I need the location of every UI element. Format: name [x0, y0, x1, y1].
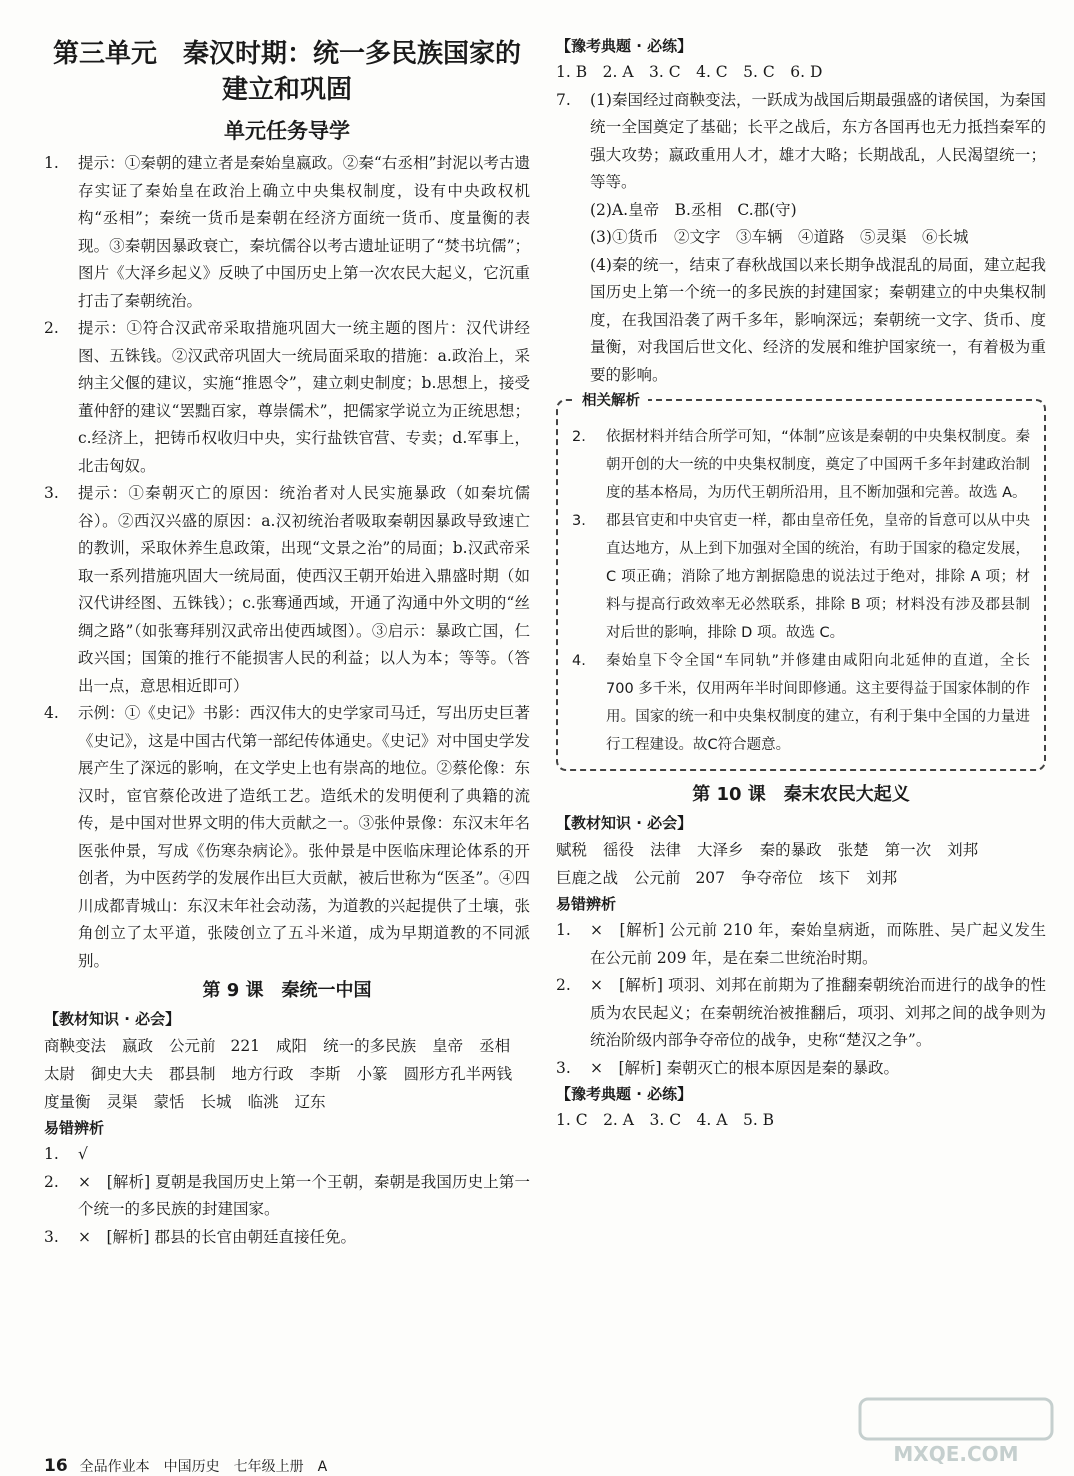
question-7 [556, 87, 1046, 390]
item-number: 3. [44, 1227, 59, 1246]
lesson9-term: 公元前 221 [169, 1037, 261, 1055]
lesson9-term: 小篆 [356, 1065, 388, 1083]
analysis-label: 相关解析 [574, 389, 648, 410]
item-number: 2. [556, 976, 571, 994]
item-text: 郡县官吏和中央官吏一样，都由皇帝任免，皇帝的旨意可以从中央直达地方，从上到下加强对全国的统治，有助于国家的稳定发展，C 项正确；消除了地方割据隐患的说法过于绝对，排除 A 项；材料与提高行政效率无必然联系，排除 B 项；材料没有涉及郡县制对后世的影响，排除 D 项。故选 C。 [606, 513, 1030, 641]
lesson10-term: 争夺帝位 [741, 869, 804, 887]
item-text: × [解析] 郡县的长官由朝廷直接任免。 [78, 1227, 357, 1246]
item-text: 提示：①秦朝灭亡的原因：统治者对人民实施暴政（如秦坑儒谷）。②西汉兴盛的原因：a.汉初统治者吸取秦朝因暴政导致速亡的教训，采取休养生息政策，出现“文景之治”的局面；b.汉武帝采取一系列措施巩固大一统局面，使西汉王朝开始进入鼎盛时期（如汉代讲经图、五铢钱）；c.张骞通西域，开通了沟通中外文明的“丝绸之路”（如张骞拜别汉武帝出使西域图）。③启示：暴政亡国，仁政兴国；国策的推行不能损害人民的利益；以人为本；等等。（答出一点，意思相近即可） [78, 484, 530, 695]
lesson9-term: 咸阳 [276, 1037, 308, 1055]
lesson9-term: 长城 [200, 1093, 232, 1111]
lesson10-term: 公元前 207 [634, 869, 726, 887]
lesson10-term: 法律 [650, 841, 682, 859]
item-text: × [解析] 项羽、刘邦在前期为了推翻秦朝统治而进行的战争的性质为农民起义；在秦朝统治被推翻后，项羽、刘邦之间的战争则为统治阶级内部争夺帝位的战争，史称“楚汉之争”。 [590, 976, 1046, 1049]
q7-part1: (1)秦国经过商鞅变法，一跃成为战国后期最强盛的诸侯国，为秦国统一全国奠定了基础；长平之战后，东方各国再也无力抵挡秦军的强大攻势；嬴政重用人才，雄才大略；长期战乱，人民渴望统一；等等。 [590, 90, 1046, 191]
lesson9-title: 第 9 课 秦统一中国 [202, 980, 372, 1001]
lesson9-term: 太尉 [44, 1065, 76, 1083]
item-number: 4. [44, 704, 59, 722]
lesson9-term: 郡县制 [169, 1065, 216, 1083]
lesson10-terms [556, 836, 1046, 892]
item-text: 秦始皇下令全国“车同轨”并修建由咸阳向北延伸的直道，全长 700 多千米，仅用两年半时间即修通。这主要得益于国家体制的作用。国家的统一和中央集权制度的建立，有利于集中全国的力量进行工程建设。故C符合题意。 [606, 653, 1030, 753]
item-text: 提示：①秦朝的建立者是秦始皇嬴政。②秦“右丞相”封泥以考古遗存实证了秦始皇在政治上确立中央集权制度，设有中央政权机构“丞相”；秦统一货币是秦朝在经济方面统一货币、度量衡的表现。③秦朝因暴政衰亡，秦坑儒谷以考古遗址证明了“焚书坑儒”；图片《大泽乡起义》反映了中国历史上第一次农民大起义，它沉重打击了秦朝统治。 [78, 154, 530, 310]
item-text: × [解析] 公元前 210 年，秦始皇病逝，而陈胜、吴广起义发生在公元前 209 年，是在秦二世统治时期。 [590, 921, 1046, 967]
lesson9-term: 商鞅变法 [44, 1037, 107, 1055]
lesson9-term: 临洮 [247, 1093, 279, 1111]
q7-part3: (3)①货币 ②文字 ③车辆 ④道路 ⑤灵渠 ⑥长城 [590, 228, 969, 246]
lesson10-term: 巨鹿之战 [556, 869, 619, 887]
lesson10-term: 刘邦 [866, 869, 898, 887]
lesson9-term: 度量衡 [44, 1093, 91, 1111]
error-item [44, 1141, 530, 1169]
error-item [44, 1224, 530, 1252]
lesson9-term: 圆形方孔半两钱 [403, 1065, 513, 1083]
analysis-box [556, 393, 1046, 771]
lesson9-term: 丞相 [479, 1037, 511, 1055]
guide-item [44, 480, 530, 700]
error-item [44, 1169, 530, 1224]
lesson10-exam-answers: 1. C 2. A 3. C 4. A 5. B [556, 1111, 775, 1129]
page-number: 16 [44, 1456, 68, 1476]
lesson10-error-header: 易错辨析 [556, 895, 617, 913]
q7-part2: (2)A.皇帝 B.丞相 C.郡(守) [590, 200, 797, 219]
lesson9-term: 嬴政 [122, 1037, 154, 1055]
unit-title-line2: 建立和巩固 [221, 75, 352, 105]
lesson9-term: 统一的多民族 [323, 1037, 417, 1055]
exam-header: 【豫考典题 · 必练】 [556, 37, 693, 55]
item-text: × [解析] 秦朝灭亡的根本原因是秦的暴政。 [590, 1058, 900, 1077]
item-number: 1. [556, 921, 571, 939]
analysis-item [572, 647, 1030, 759]
lesson10-term: 赋税 [556, 841, 588, 859]
right-column [556, 0, 1046, 1135]
analysis-item [572, 423, 1030, 507]
lesson9-error-header: 易错辨析 [44, 1119, 105, 1137]
lesson9-knowledge-header: 【教材知识 · 必会】 [44, 1010, 181, 1028]
lesson10-term: 张楚 [837, 841, 869, 859]
item-text: 依据材料并结合所学可知，“体制”应该是秦朝的中央集权制度。秦朝开创的大一统的中央集权制度，奠定了中国两千多年封建政治制度的基本格局，为历代王朝所沿用，且不断加强和完善。故选 A。 [606, 429, 1030, 501]
item-number: 2. [44, 1172, 59, 1191]
item-number: 7. [556, 90, 571, 109]
unit-guide-heading: 单元任务导学 [224, 119, 350, 143]
item-text: 示例：①《史记》书影：西汉伟大的史学家司马迁，写出历史巨著《史记》，这是中国古代第一部纪传体通史。《史记》对中国史学发展产生了深远的影响，在文学史上也有崇高的地位。②蔡伦像：东汉时，宦官蔡伦改进了造纸工艺。造纸术的发明便利了典籍的流传，是中国对世界文明的伟大贡献之一。③张仲景像：东汉末年名医张仲景，写成《伤寒杂病论》。张仲景是中医临床理论体系的开创者，为中医药学的发展作出巨大贡献，被后世称为“医圣”。④四川成都青城山：东汉末年社会动荡，为道教的兴起提供了土壤，张角创立了太平道，张陵创立了五斗米道，成为早期道教的不同派别。 [78, 704, 530, 970]
footer-text: 全品作业本 中国历史 七年级上册 A [79, 1459, 328, 1475]
item-number: 3. [572, 513, 586, 529]
lesson9-term: 蒙恬 [153, 1093, 185, 1111]
watermark-text: MXQE.COM [893, 1442, 1019, 1466]
lesson10-term: 刘邦 [947, 841, 979, 859]
guide-list [44, 150, 530, 975]
lesson10-term: 徭役 [603, 841, 635, 859]
item-number: 3. [44, 484, 59, 502]
item-number: 1. [44, 1145, 59, 1163]
guide-item [44, 315, 530, 480]
left-column [44, 0, 530, 1251]
lesson10-term: 垓下 [819, 869, 851, 887]
lesson9-term: 灵渠 [106, 1093, 138, 1111]
item-number: 2. [44, 319, 59, 337]
lesson10-term: 大泽乡 [697, 841, 744, 859]
guide-item [44, 150, 530, 315]
item-text: 提示：①符合汉武帝采取措施巩固大一统主题的图片：汉代讲经图、五铢钱。②汉武帝巩固大一统局面采取的措施：a.政治上，采纳主父偃的建议，实施“推恩令”，建立刺史制度；b.思想上，接受董仲舒的建议“罢黜百家，尊崇儒术”，把儒家学说立为正统思想；c.经济上，把铸币权收归中央，实行盐铁官营、专卖；d.军事上，北击匈奴。 [78, 319, 530, 475]
lesson9-term: 李斯 [309, 1065, 341, 1083]
lesson10-exam-header: 【豫考典题 · 必练】 [556, 1085, 693, 1103]
exam-answers: 1. B 2. A 3. C 4. C 5. C 6. D [556, 63, 823, 81]
lesson9-terms [44, 1032, 530, 1116]
error-item [556, 917, 1046, 972]
item-number: 3. [556, 1058, 571, 1077]
lesson9-term: 辽东 [294, 1093, 326, 1111]
guide-item [44, 700, 530, 975]
item-text: × [解析] 夏朝是我国历史上第一个王朝，秦朝是我国历史上第一个统一的多民族的封建国家。 [78, 1172, 530, 1218]
question-7-body [590, 87, 1046, 390]
item-text: √ [78, 1145, 88, 1163]
item-number: 2. [572, 429, 586, 445]
page-footer [44, 1456, 327, 1476]
lesson10-knowledge-header: 【教材知识 · 必会】 [556, 814, 693, 832]
q7-part4: (4)秦的统一，结束了春秋战国以来长期争战混乱的局面，建立起我国历史上第一个统一的多民族的封建国家；秦朝建立的中央集权制度，在我国沿袭了两千多年，影响深远；秦朝统一文字、货币、度量衡，对我国后世文化、经济的发展和维护国家统一，有着极为重要的影响。 [590, 255, 1046, 384]
item-number: 4. [572, 653, 586, 669]
lesson10-term: 第一次 [884, 841, 932, 859]
analysis-item [572, 507, 1030, 647]
error-item [556, 972, 1046, 1055]
error-item [556, 1055, 1046, 1083]
lesson10-title: 第 10 课 秦末农民大起义 [692, 784, 910, 805]
lesson9-term: 御史大夫 [91, 1065, 154, 1083]
watermark-logo [856, 1395, 1056, 1467]
unit-title-line1: 第三单元 秦汉时期：统一多民族国家的 [52, 39, 521, 69]
lesson10-term: 秦的暴政 [759, 841, 822, 859]
lesson9-term: 皇帝 [432, 1037, 464, 1055]
item-number: 1. [44, 154, 59, 172]
lesson9-term: 地方行政 [231, 1065, 294, 1083]
